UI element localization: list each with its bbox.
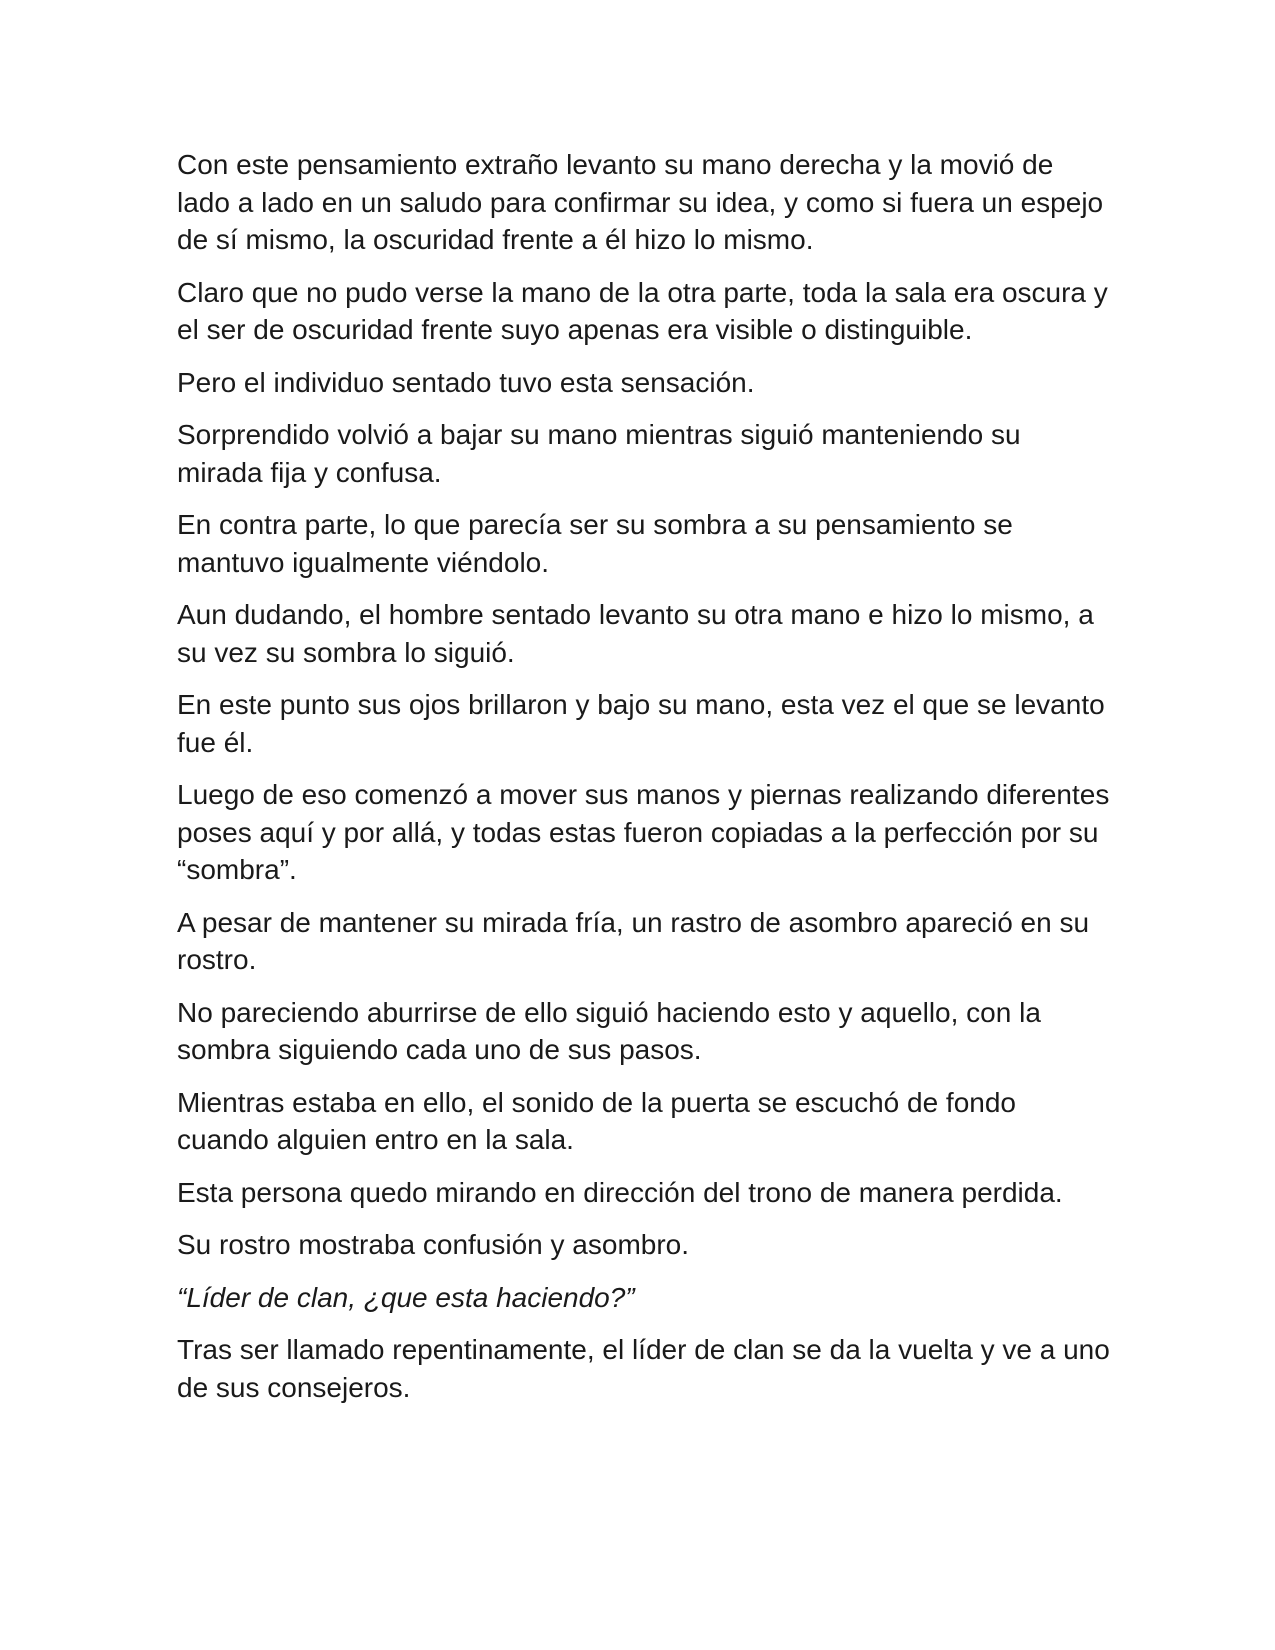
paragraph: Su rostro mostraba confusión y asombro. [177, 1229, 690, 1260]
paragraph: Tras ser llamado repentinamente, el líder de clan se da la vuelta y ve a uno de sus consejeros. [177, 1334, 1110, 1403]
paragraph: No pareciendo aburrirse de ello siguió haciendo esto y aquello, con la sombra siguiendo cada uno de sus pasos. [177, 996, 1041, 1065]
paragraph: Esta persona quedo mirando en dirección del trono de manera perdida. [177, 1176, 1063, 1208]
paragraph: Pero el individuo sentado tuvo esta sensación. [177, 366, 755, 398]
paragraph: Sorprendido volvió a bajar su mano mientras siguió manteniendo su mirada fija y confusa. [177, 419, 1021, 488]
paragraph: A pesar de mantener su mirada fría, un rastro de asombro apareció en su rostro. [177, 906, 1090, 975]
document-body [177, 146, 1112, 1421]
paragraph: Claro que no pudo verse la mano de la otra parte, toda la sala era oscura y el ser de oscuridad frente suyo apenas era visible o distinguible. [177, 276, 1108, 345]
paragraph: En este punto sus ojos brillaron y bajo su mano, esta vez el que se levanto fue él. [177, 689, 1105, 758]
paragraph: Mientras estaba en ello, el sonido de la puerta se escuchó de fondo cuando alguien entro en la sala. [177, 1086, 1017, 1155]
paragraph: Luego de eso comenzó a mover sus manos y piernas realizando diferentes poses aquí y por allá, y todas estas fueron copiadas a la perfección por su “sombra”. [177, 779, 1110, 885]
paragraph: En contra parte, lo que parecía ser su sombra a su pensamiento se mantuvo igualmente viéndolo. [177, 509, 1013, 578]
dialogue-line: “Líder de clan, ¿que esta haciendo?” [177, 1281, 635, 1313]
paragraph: Aun dudando, el hombre sentado levanto su otra mano e hizo lo mismo, a su vez su sombra lo siguió. [177, 599, 1094, 668]
paragraph: Con este pensamiento extraño levanto su mano derecha y la movió de lado a lado en un saludo para confirmar su idea, y como si fuera un espejo de sí mismo, la oscuridad frente a él hizo lo mismo. [177, 149, 1104, 255]
